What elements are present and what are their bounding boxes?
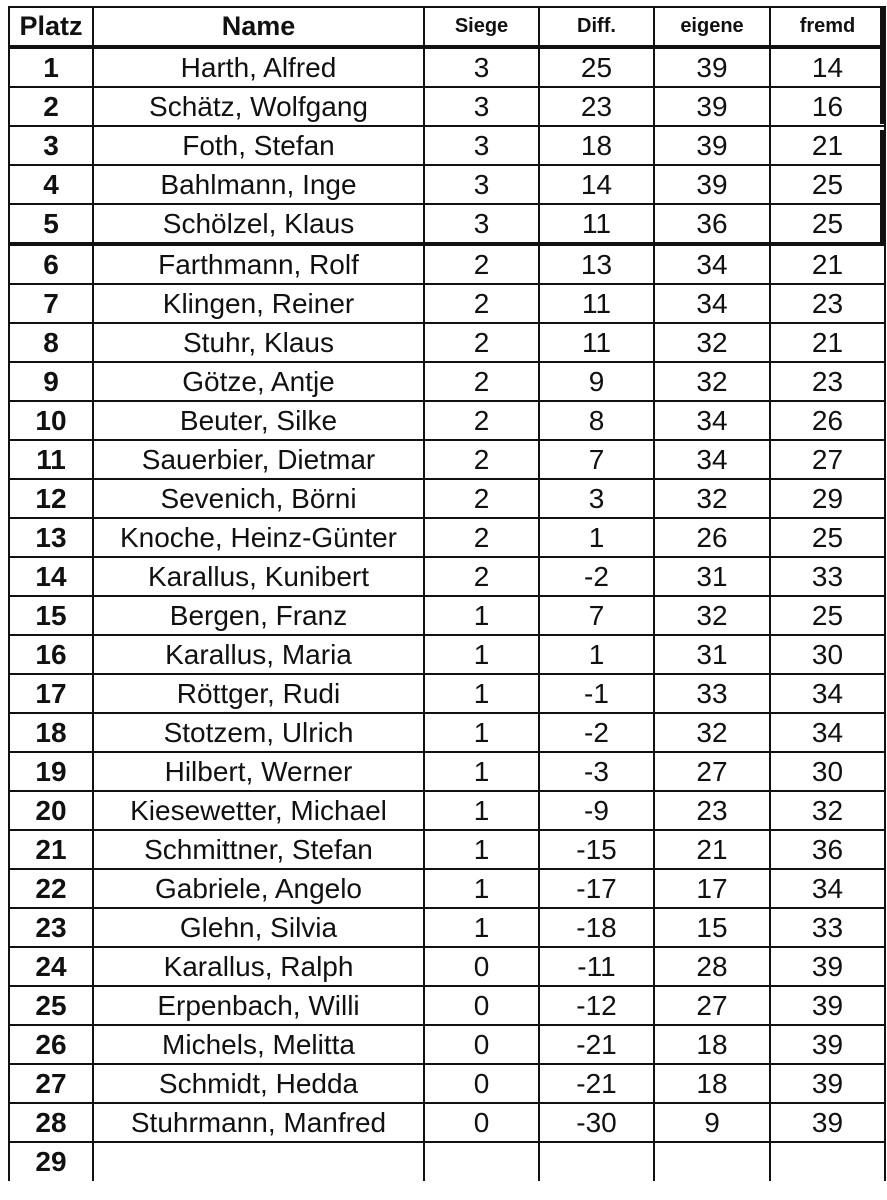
- cell-fremd: 29: [770, 479, 885, 518]
- header-diff: Diff.: [539, 7, 654, 47]
- cell-name: Schmittner, Stefan: [93, 830, 424, 869]
- cell-name: Gabriele, Angelo: [93, 869, 424, 908]
- cell-platz: 5: [9, 204, 93, 244]
- cell-siege: 1: [424, 830, 539, 869]
- cell-platz: 6: [9, 244, 93, 284]
- cell-siege: 3: [424, 47, 539, 87]
- cell-diff: 9: [539, 362, 654, 401]
- table-row: [9, 479, 885, 518]
- cell-name: Karallus, Kunibert: [93, 557, 424, 596]
- cell-name: Schmidt, Hedda: [93, 1064, 424, 1103]
- cell-siege: 3: [424, 204, 539, 244]
- cell-name: Harth, Alfred: [93, 47, 424, 87]
- cell-name: Karallus, Ralph: [93, 947, 424, 986]
- cell-fremd: 34: [770, 869, 885, 908]
- cell-diff: 11: [539, 323, 654, 362]
- cell-eigene: 39: [654, 87, 770, 126]
- cell-eigene: 34: [654, 401, 770, 440]
- cell-fremd: 26: [770, 401, 885, 440]
- cell-eigene: 33: [654, 674, 770, 713]
- cell-platz: 8: [9, 323, 93, 362]
- cell-name: Knoche, Heinz-Günter: [93, 518, 424, 557]
- cell-eigene: 15: [654, 908, 770, 947]
- cell-siege: 0: [424, 1103, 539, 1142]
- cell-name: Kiesewetter, Michael: [93, 791, 424, 830]
- cell-eigene: 17: [654, 869, 770, 908]
- cell-fremd: 30: [770, 752, 885, 791]
- cell-name: Schätz, Wolfgang: [93, 87, 424, 126]
- cell-name: Schölzel, Klaus: [93, 204, 424, 244]
- cell-eigene: 39: [654, 47, 770, 87]
- cell-fremd: 36: [770, 830, 885, 869]
- cell-eigene: 32: [654, 596, 770, 635]
- cell-diff: -1: [539, 674, 654, 713]
- cell-fremd: 32: [770, 791, 885, 830]
- cell-siege: 1: [424, 596, 539, 635]
- cell-platz: 17: [9, 674, 93, 713]
- cell-siege: 0: [424, 1025, 539, 1064]
- header-siege: Siege: [424, 7, 539, 47]
- cell-siege: 2: [424, 401, 539, 440]
- table-row: [9, 1103, 885, 1142]
- table-row: [9, 869, 885, 908]
- cell-diff: -17: [539, 869, 654, 908]
- cell-siege: 1: [424, 869, 539, 908]
- cell-diff: 1: [539, 518, 654, 557]
- cell-platz: 20: [9, 791, 93, 830]
- cell-fremd: 23: [770, 362, 885, 401]
- cell-eigene: 27: [654, 986, 770, 1025]
- cell-diff: 7: [539, 440, 654, 479]
- cell-eigene: 34: [654, 244, 770, 284]
- cell-fremd: 39: [770, 1064, 885, 1103]
- cell-diff: 3: [539, 479, 654, 518]
- cell-siege: 3: [424, 87, 539, 126]
- right-edge-border: [880, 6, 885, 124]
- table-header: [9, 7, 885, 47]
- cell-eigene: 32: [654, 362, 770, 401]
- cell-siege: 1: [424, 908, 539, 947]
- cell-fremd: 39: [770, 1025, 885, 1064]
- cell-siege: 3: [424, 126, 539, 165]
- table-row: [9, 204, 885, 244]
- cell-eigene: [654, 1142, 770, 1181]
- cell-siege: 3: [424, 165, 539, 204]
- cell-diff: 8: [539, 401, 654, 440]
- header-eigene: eigene: [654, 7, 770, 47]
- cell-diff: 23: [539, 87, 654, 126]
- cell-eigene: 34: [654, 440, 770, 479]
- cell-diff: -15: [539, 830, 654, 869]
- header-name: Name: [93, 7, 424, 47]
- cell-siege: 1: [424, 791, 539, 830]
- cell-siege: 1: [424, 713, 539, 752]
- table-row: [9, 986, 885, 1025]
- cell-diff: -12: [539, 986, 654, 1025]
- cell-eigene: 36: [654, 204, 770, 244]
- table-row: [9, 596, 885, 635]
- cell-name: Bergen, Franz: [93, 596, 424, 635]
- cell-diff: 14: [539, 165, 654, 204]
- cell-eigene: 21: [654, 830, 770, 869]
- cell-diff: 1: [539, 635, 654, 674]
- cell-fremd: 39: [770, 986, 885, 1025]
- table-row: [9, 165, 885, 204]
- cell-fremd: 33: [770, 557, 885, 596]
- cell-diff: -21: [539, 1025, 654, 1064]
- cell-name: Beuter, Silke: [93, 401, 424, 440]
- cell-name: Sauerbier, Dietmar: [93, 440, 424, 479]
- cell-eigene: 34: [654, 284, 770, 323]
- cell-fremd: 34: [770, 674, 885, 713]
- cell-fremd: 25: [770, 165, 885, 204]
- cell-platz: 23: [9, 908, 93, 947]
- cell-eigene: 23: [654, 791, 770, 830]
- cell-eigene: 9: [654, 1103, 770, 1142]
- cell-fremd: 34: [770, 713, 885, 752]
- header-row: [9, 7, 885, 47]
- table-row: [9, 908, 885, 947]
- table-row: [9, 674, 885, 713]
- cell-platz: 28: [9, 1103, 93, 1142]
- cell-platz: 9: [9, 362, 93, 401]
- cell-platz: 21: [9, 830, 93, 869]
- cell-platz: 10: [9, 401, 93, 440]
- cell-name: Stuhr, Klaus: [93, 323, 424, 362]
- cell-platz: 1: [9, 47, 93, 87]
- cell-platz: 13: [9, 518, 93, 557]
- cell-eigene: 32: [654, 479, 770, 518]
- cell-fremd: 39: [770, 947, 885, 986]
- cell-siege: 1: [424, 635, 539, 674]
- cell-platz: 19: [9, 752, 93, 791]
- cell-name: Klingen, Reiner: [93, 284, 424, 323]
- cell-siege: 2: [424, 323, 539, 362]
- cell-platz: 7: [9, 284, 93, 323]
- cell-siege: 2: [424, 244, 539, 284]
- cell-fremd: 25: [770, 596, 885, 635]
- cell-diff: -3: [539, 752, 654, 791]
- cell-eigene: 32: [654, 323, 770, 362]
- cell-platz: 29: [9, 1142, 93, 1181]
- cell-diff: 7: [539, 596, 654, 635]
- cell-platz: 25: [9, 986, 93, 1025]
- cell-eigene: 32: [654, 713, 770, 752]
- cell-diff: 11: [539, 284, 654, 323]
- header-fremd: fremd: [770, 7, 885, 47]
- cell-eigene: 27: [654, 752, 770, 791]
- cell-fremd: 27: [770, 440, 885, 479]
- cell-platz: 26: [9, 1025, 93, 1064]
- cell-eigene: 18: [654, 1025, 770, 1064]
- table-row-partial: [9, 1142, 885, 1181]
- cell-fremd: 21: [770, 126, 885, 165]
- cell-platz: 14: [9, 557, 93, 596]
- cell-fremd: [770, 1142, 885, 1181]
- cell-fremd: 21: [770, 323, 885, 362]
- cell-platz: 24: [9, 947, 93, 986]
- cell-platz: 4: [9, 165, 93, 204]
- cell-name: Foth, Stefan: [93, 126, 424, 165]
- cell-fremd: 25: [770, 204, 885, 244]
- cell-diff: 11: [539, 204, 654, 244]
- cell-siege: 2: [424, 440, 539, 479]
- table-row: [9, 47, 885, 87]
- table-row: [9, 518, 885, 557]
- table-row: [9, 635, 885, 674]
- cell-name: Stotzem, Ulrich: [93, 713, 424, 752]
- cell-name: Röttger, Rudi: [93, 674, 424, 713]
- cell-fremd: 30: [770, 635, 885, 674]
- cell-siege: 2: [424, 362, 539, 401]
- cell-fremd: 14: [770, 47, 885, 87]
- cell-siege: 2: [424, 518, 539, 557]
- cell-siege: 1: [424, 674, 539, 713]
- cell-diff: -21: [539, 1064, 654, 1103]
- cell-siege: 1: [424, 752, 539, 791]
- cell-siege: 2: [424, 479, 539, 518]
- cell-platz: 3: [9, 126, 93, 165]
- cell-diff: -30: [539, 1103, 654, 1142]
- cell-name: Michels, Melitta: [93, 1025, 424, 1064]
- right-edge-border: [880, 130, 885, 245]
- cell-eigene: 39: [654, 165, 770, 204]
- standings-table: [8, 6, 886, 1181]
- cell-siege: 0: [424, 1064, 539, 1103]
- cell-platz: 15: [9, 596, 93, 635]
- table-row: [9, 713, 885, 752]
- cell-name: Erpenbach, Willi: [93, 986, 424, 1025]
- cell-diff: [539, 1142, 654, 1181]
- cell-siege: 0: [424, 947, 539, 986]
- cell-diff: -9: [539, 791, 654, 830]
- cell-siege: 2: [424, 284, 539, 323]
- table-row: [9, 791, 885, 830]
- cell-platz: 16: [9, 635, 93, 674]
- cell-platz: 12: [9, 479, 93, 518]
- cell-fremd: 16: [770, 87, 885, 126]
- cell-name: Götze, Antje: [93, 362, 424, 401]
- cell-fremd: 23: [770, 284, 885, 323]
- cell-name: Sevenich, Börni: [93, 479, 424, 518]
- table-row: [9, 1064, 885, 1103]
- cell-platz: 11: [9, 440, 93, 479]
- cell-siege: 2: [424, 557, 539, 596]
- table-row: [9, 440, 885, 479]
- cell-name: Stuhrmann, Manfred: [93, 1103, 424, 1142]
- table-row: [9, 830, 885, 869]
- table-row: [9, 244, 885, 284]
- cell-fremd: 25: [770, 518, 885, 557]
- cell-diff: 18: [539, 126, 654, 165]
- cell-diff: -18: [539, 908, 654, 947]
- cell-name: Hilbert, Werner: [93, 752, 424, 791]
- cell-platz: 18: [9, 713, 93, 752]
- header-platz: Platz: [9, 7, 93, 47]
- cell-siege: [424, 1142, 539, 1181]
- cell-eigene: 31: [654, 635, 770, 674]
- table-row: [9, 126, 885, 165]
- table-row: [9, 1025, 885, 1064]
- cell-diff: -11: [539, 947, 654, 986]
- table-row: [9, 284, 885, 323]
- cell-eigene: 39: [654, 126, 770, 165]
- cell-siege: 0: [424, 986, 539, 1025]
- cell-diff: -2: [539, 557, 654, 596]
- cell-fremd: 21: [770, 244, 885, 284]
- cell-diff: 13: [539, 244, 654, 284]
- cell-eigene: 28: [654, 947, 770, 986]
- cell-name: Glehn, Silvia: [93, 908, 424, 947]
- table-row: [9, 947, 885, 986]
- cell-diff: 25: [539, 47, 654, 87]
- cell-eigene: 26: [654, 518, 770, 557]
- table-body: [9, 47, 885, 1181]
- cell-platz: 27: [9, 1064, 93, 1103]
- table-row: [9, 752, 885, 791]
- cell-name: [93, 1142, 424, 1181]
- table-row: [9, 401, 885, 440]
- cell-fremd: 33: [770, 908, 885, 947]
- table-row: [9, 557, 885, 596]
- cell-eigene: 31: [654, 557, 770, 596]
- cell-name: Karallus, Maria: [93, 635, 424, 674]
- cell-platz: 2: [9, 87, 93, 126]
- cell-name: Farthmann, Rolf: [93, 244, 424, 284]
- cell-platz: 22: [9, 869, 93, 908]
- cell-diff: -2: [539, 713, 654, 752]
- cell-name: Bahlmann, Inge: [93, 165, 424, 204]
- table-row: [9, 87, 885, 126]
- table-row: [9, 323, 885, 362]
- cell-eigene: 18: [654, 1064, 770, 1103]
- table-row: [9, 362, 885, 401]
- cell-fremd: 39: [770, 1103, 885, 1142]
